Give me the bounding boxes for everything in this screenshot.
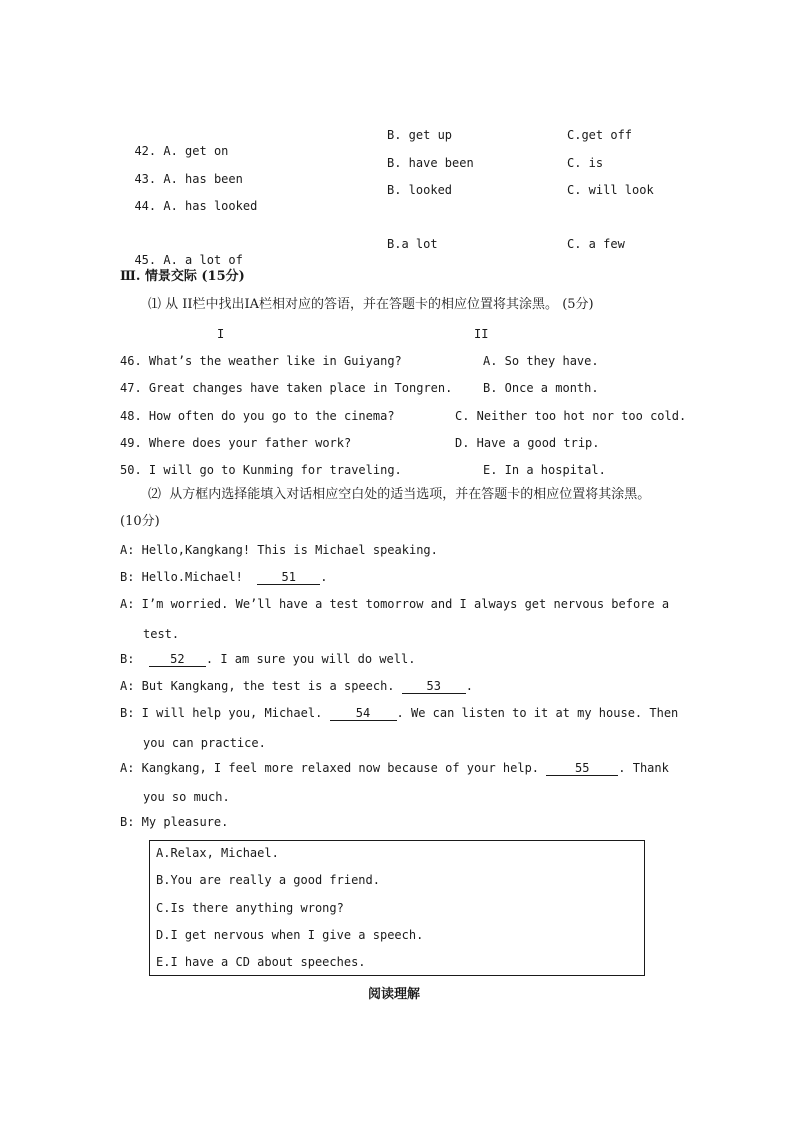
matching-row: [120, 408, 395, 424]
mc-row-44: [120, 182, 257, 214]
dialogue-text: .: [320, 570, 328, 584]
option-c: C. a few: [567, 237, 625, 251]
dialogue-line: [120, 705, 678, 721]
question-text: I will go to Kunming for traveling.: [148, 463, 402, 477]
option-a: A. get on: [163, 144, 229, 158]
answer-blank: 53: [402, 679, 466, 694]
answer-text: B. Once a month.: [483, 381, 599, 395]
option-a: A. a lot of: [163, 253, 243, 267]
dialogue-text: A: Kangkang, I feel more relaxed now because of your help.: [120, 761, 547, 775]
option-a: A. has been: [163, 172, 243, 186]
option-b: B.a lot: [387, 237, 438, 251]
question-number: 49.: [120, 436, 142, 450]
question-number: 45.: [134, 253, 157, 267]
column-i-header: I: [217, 327, 225, 341]
matching-row: [120, 435, 351, 451]
dialogue-line: A: I’m worried. We’ll have a test tomorrow and I always get nervous before a: [120, 597, 670, 611]
dialogue-text: B: I will help you, Michael.: [120, 706, 330, 720]
answer-blank: 51: [257, 570, 320, 585]
question-text: Where does your father work?: [148, 436, 352, 450]
option-c: C. will look: [567, 183, 654, 197]
part1-instruction: ⑴ 从 II栏中找出IA栏相对应的答语，并在答题卡的相应位置将其涂黑。 (5分): [148, 297, 594, 312]
option-item: D.I get nervous when I give a speech.: [156, 928, 424, 942]
mc-row-45: [120, 236, 243, 268]
reading-section-title: 阅读理解: [368, 987, 421, 1002]
question-number: 42.: [134, 144, 157, 158]
dialogue-text: A: But Kangkang, the test is a speech.: [120, 679, 402, 693]
question-text: What’s the weather like in Guiyang?: [148, 354, 402, 368]
dialogue-text: .: [465, 679, 473, 693]
answer-blank: 52: [149, 652, 206, 667]
question-text: Great changes have taken place in Tongren.: [148, 381, 453, 395]
dialogue-text: B: Hello.Michael!: [120, 570, 258, 584]
dialogue-line: you so much.: [143, 790, 230, 804]
option-a: A. has looked: [163, 199, 258, 213]
option-item: B.You are really a good friend.: [156, 873, 380, 887]
part2-instruction: ⑵ 从方框内选择能填入对话相应空白处的适当选项，并在答题卡的相应位置将其涂黑。: [148, 487, 651, 502]
option-b: B. looked: [387, 183, 453, 197]
answer-blank: 54: [330, 706, 397, 721]
question-number: 44.: [134, 199, 157, 213]
options-box: [149, 840, 645, 976]
section-title: Ⅲ. 情景交际 (15分): [120, 269, 245, 284]
option-c: C. is: [567, 156, 604, 170]
question-text: How often do you go to the cinema?: [148, 409, 395, 423]
option-item: C.Is there anything wrong?: [156, 901, 344, 915]
dialogue-line: A: Hello,Kangkang! This is Michael speaking.: [120, 543, 438, 557]
dialogue-text: B:: [120, 652, 149, 666]
question-number: 47.: [120, 381, 142, 395]
dialogue-line: B: My pleasure.: [120, 815, 229, 829]
option-item: A.Relax, Michael.: [156, 846, 279, 860]
dialogue-line: you can practice.: [143, 736, 266, 750]
dialogue-line: [120, 569, 328, 585]
option-b: B. get up: [387, 128, 453, 142]
answer-text: A. So they have.: [483, 354, 599, 368]
matching-row: [120, 380, 452, 396]
question-number: 46.: [120, 354, 142, 368]
part2-points: (10分): [120, 514, 160, 529]
dialogue-text: . Thank: [618, 761, 669, 775]
dialogue-line: test.: [143, 627, 180, 641]
question-number: 48.: [120, 409, 142, 423]
dialogue-line: [120, 651, 415, 667]
answer-text: C. Neither too hot nor too cold.: [455, 409, 687, 423]
matching-row: [120, 462, 402, 478]
column-ii-header: II: [474, 327, 489, 341]
answer-blank: 55: [546, 761, 618, 776]
option-item: E.I have a CD about speeches.: [156, 955, 366, 969]
dialogue-line: [120, 760, 669, 776]
question-number: 50.: [120, 463, 142, 477]
dialogue-text: . We can listen to it at my house. Then: [396, 706, 679, 720]
dialogue-line: [120, 678, 473, 694]
option-c: C.get off: [567, 128, 633, 142]
dialogue-text: . I am sure you will do well.: [205, 652, 416, 666]
answer-text: D. Have a good trip.: [455, 436, 600, 450]
matching-row: [120, 353, 402, 369]
question-number: 43.: [134, 172, 157, 186]
answer-text: E. In a hospital.: [483, 463, 606, 477]
option-b: B. have been: [387, 156, 474, 170]
